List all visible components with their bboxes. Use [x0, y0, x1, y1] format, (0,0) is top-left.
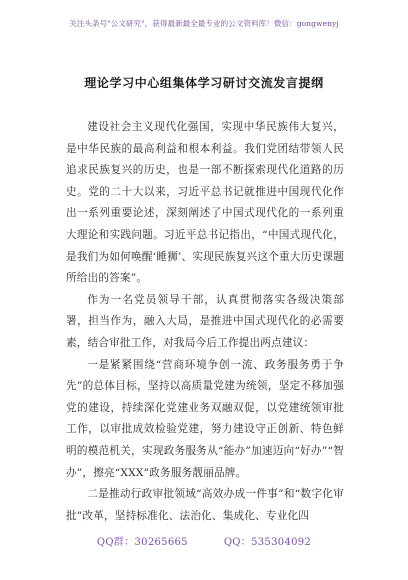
header-wechat-label: 微信：	[273, 19, 297, 28]
body-paragraph: 作为一名党员领导干部，认真贯彻落实各级决策部署，担当作为，融入大局，是推进中国式现代化的必需要素，结合审批工作，对我局今后工作提出两点建议：	[66, 293, 344, 349]
header-banner	[0, 18, 408, 29]
footer-qq-group: QQ群：30265665	[96, 537, 188, 548]
document-title: 理论学习中心组集体学习研讨交流发言提纲	[84, 76, 324, 90]
document-body	[66, 117, 344, 527]
header-promo-text: 关注头条号"公文研究"，获得最新最全最专业的公文资料库！	[69, 19, 274, 28]
header-wechat-id: gongwenyj	[296, 19, 339, 28]
footer-contact	[0, 533, 408, 548]
body-paragraph: 一是紧紧围绕“营商环境争创一流、政务服务勇于争先”的总体目标，坚持以高质量党建为统领，坚定不移加强党的建设，持续深化党建业务双融双促，以党建统领审批工作，以审批成效检验党建，努力建设守正创新、特色鲜明的模范机关，实现政务服务从“能办”加速迈向“好办”“智办”，擦亮“XXX”政务服务靓丽品牌。	[66, 358, 344, 479]
footer-qq-number: QQ：535304092	[223, 537, 312, 548]
body-paragraph: 建设社会主义现代化强国，实现中华民族伟大复兴，是中华民族的最高利益和根本利益。我们党团结带领人民追求民族复兴的历史，也是一部不断探索现代化道路的历史。党的二十大以来，习近平总书记就推进中国现代化作出一系列重要论述，深刻阐述了中国式现代化的一系列重大理论和实践问题。习近平总书记指出，“中国式现代化，是我们为如何唤醒‘睡狮’、实现民族复兴这个重大历史课题所给出的答案”。	[66, 121, 344, 285]
body-paragraph: 二是推动行政审批领域“高效办成一件事”和“数字化审批”改革，坚持标准化、法治化、集成化、专业化四	[66, 488, 344, 522]
